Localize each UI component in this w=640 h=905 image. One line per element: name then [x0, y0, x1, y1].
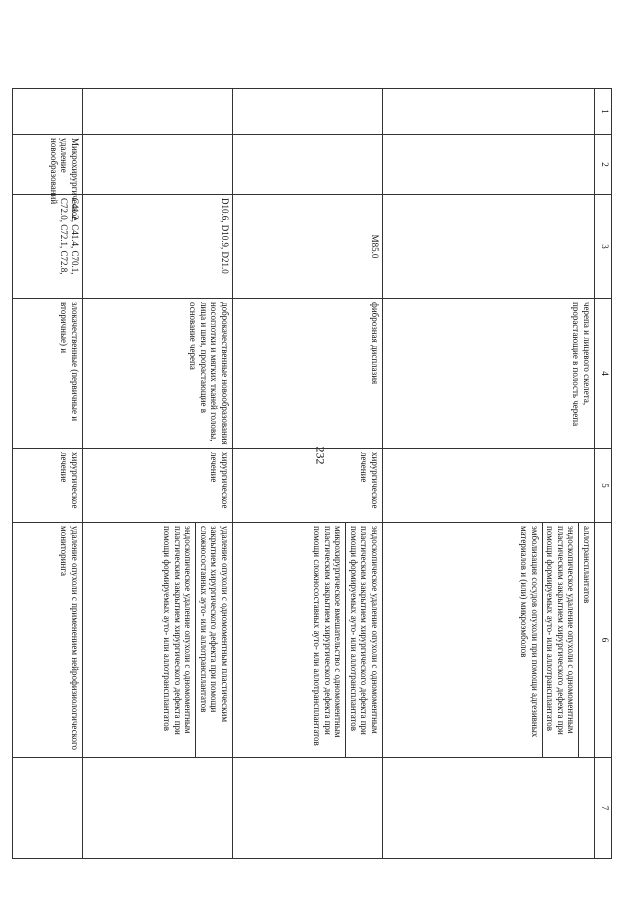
cell-cost — [233, 758, 383, 859]
method-item: микрохирургическое вмешательство с одномоментным пластическим закрытием хирургического дефекта при помощи сложносоставных ауто- или аллотрансплантатов — [311, 526, 344, 746]
col-header-2: 2 — [595, 135, 612, 195]
method-item: эндоскопическое удаление опухоли с одномоментным пластическим закрытием хирургического дефекта при помощи формируемых ауто- или аллотрансплантатов — [345, 523, 382, 757]
cell-method — [383, 523, 595, 758]
col-header-6: 6 — [595, 523, 612, 758]
cell-code: D10.6, D10.9, D21.0 — [83, 195, 233, 299]
method-item: эндоскопическое удаление опухоли с одномоментным пластическим закрытием хирургического дефекта при помощи формируемых ауто- или аллотрансплантатов — [161, 526, 194, 735]
method-item: удаление опухоли с одномоментным пластическим закрытием хирургического дефекта при помощи сложносоставных ауто- или аллотрансплантатов — [195, 523, 232, 757]
cell-cost — [13, 758, 83, 859]
cell-treatment: хирургическое лечение — [233, 449, 383, 523]
col-header-4: 4 — [595, 299, 612, 449]
cell-model: доброкачественные новообразования носоглотки и мягких тканей головы, лица и шеи, прорастающие в основание черепа — [83, 299, 233, 449]
table-row — [83, 89, 233, 859]
header-row — [595, 89, 612, 859]
col-header-7: 7 — [595, 758, 612, 859]
cell-code — [383, 195, 595, 299]
cell-method: удаление опухоли с применением нейрофизиологического мониторинга — [13, 523, 83, 758]
cell-cost — [83, 758, 233, 859]
cell-treatment: хирургическое лечение — [83, 449, 233, 523]
cell-name — [233, 135, 383, 195]
table-row — [383, 89, 595, 859]
col-header-1: 1 — [595, 89, 612, 135]
cell-code: C41.2, C41.4, C70.1, C72.0, C72.1, C72.8, — [13, 195, 83, 299]
cell-model: злокачественные (первичные и вторичные) и — [13, 299, 83, 449]
cell-model: фиброзная дисплазия — [233, 299, 383, 449]
method-item: эндоскопическое удаление опухоли с одномоментным пластическим закрытием хирургического дефекта при помощи формируемых ауто- или аллотрансплантатов — [542, 523, 579, 757]
cell-treatment: хирургическое лечение — [13, 449, 83, 523]
table-row — [13, 89, 83, 859]
page-number: 232 — [313, 446, 328, 465]
method-item: эмболизация сосудов опухоли при помощи адгезивных материалов и (или) микроэмболов — [518, 526, 540, 738]
col-header-3: 3 — [595, 195, 612, 299]
col-header-5: 5 — [595, 449, 612, 523]
cell-code: M85.0 — [233, 195, 383, 299]
cell-method — [83, 523, 233, 758]
cell-num — [383, 89, 595, 135]
cell-method — [233, 523, 383, 758]
cell-name — [383, 135, 595, 195]
cell-treatment — [383, 449, 595, 523]
cell-num — [13, 89, 83, 135]
cell-model: черепа и лицевого скелета, прорастающие в полость черепа — [383, 299, 595, 449]
cell-name: Микрохирургическое удаление новообразований — [13, 135, 83, 195]
procedures-table — [12, 88, 612, 859]
cell-cost — [383, 758, 595, 859]
method-item: аллотрансплантатов — [578, 523, 594, 757]
cell-num — [233, 89, 383, 135]
rotated-table — [48, 88, 612, 858]
cell-num — [83, 89, 233, 135]
table-row — [233, 89, 383, 859]
cell-name — [83, 135, 233, 195]
